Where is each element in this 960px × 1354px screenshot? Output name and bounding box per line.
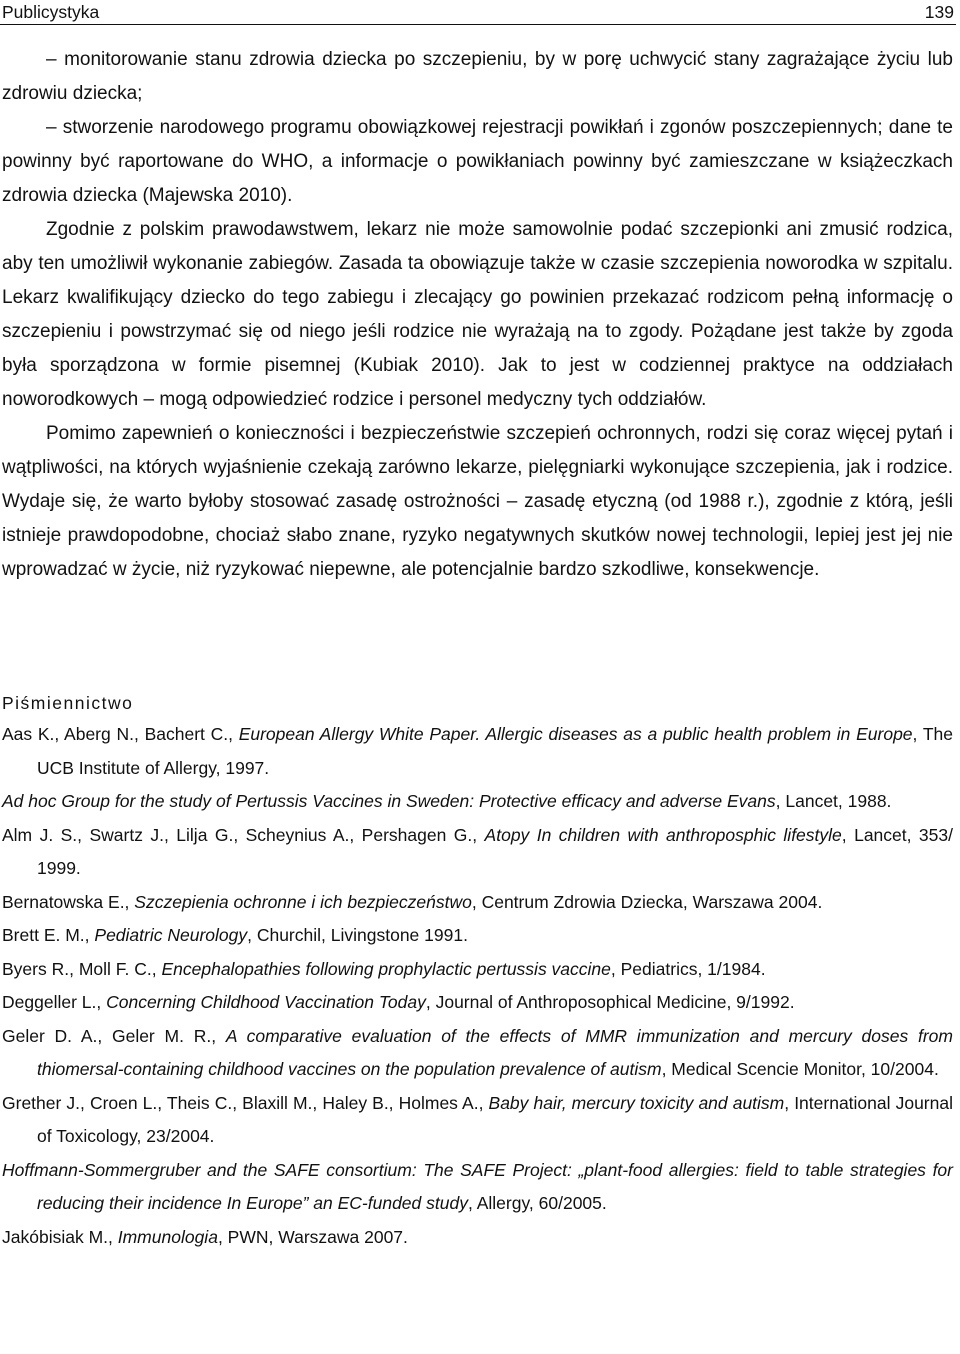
reference-item	[2, 1154, 953, 1221]
reference-authors: Geler D. A., Geler M. R.,	[2, 1025, 226, 1046]
reference-authors: Alm J. S., Swartz J., Lilja G., Scheynius A., Pershagen G.,	[2, 824, 485, 845]
reference-source: , Lancet, 353/ 1999.	[37, 824, 953, 878]
reference-title: Baby hair, mercury toxicity and autism	[488, 1092, 785, 1113]
reference-source: , The UCB Institute of Allergy, 1997.	[37, 724, 953, 778]
reference-authors: Bernatowska E.,	[2, 891, 135, 912]
reference-item	[2, 819, 953, 886]
reference-item	[2, 886, 953, 920]
body-text	[2, 43, 953, 587]
reference-item	[2, 953, 953, 987]
reference-title: Hoffmann-Sommergruber and the SAFE consortium: The SAFE Project: „plant-food allergies: field to table strategies for reducing their incidence In Europe” an EC-funded study	[2, 1159, 953, 1213]
paragraph: Pomimo zapewnień o konieczności i bezpieczeństwie szczepień ochronnych, rodzi się coraz więcej pytań i wątpliwości, na których wyjaśnienie czekają zarówno lekarze, pielęgniarki wykonujące szczepienia, jak i rodzice. Wydaje się, że warto byłoby stosować zasadę ostrożności – zasadę etyczną (od 1988 r.), zgodnie z którą, jeśli istnieje prawdopodobne, chociaż słabo znane, ryzyko negatywnych skutków nowej technologii, lepiej jest jej nie wprowadzać w życie, niż ryzykować niepewne, ale potencjalnie bardzo szkodliwe, konsekwencje.	[2, 423, 953, 580]
reference-title: Szczepienia ochronne i ich bezpieczeństwo	[134, 891, 472, 912]
reference-source: , Pediatrics, 1/1984.	[610, 958, 766, 979]
reference-source: , Churchil, Livingstone 1991.	[247, 925, 468, 945]
reference-authors: Grether J., Croen L., Theis C., Blaxill M., Haley B., Holmes A.,	[2, 1092, 489, 1113]
reference-source: , Journal of Anthroposophical Medicine, 9/1992.	[425, 992, 795, 1012]
reference-item	[2, 1087, 953, 1154]
header-rule	[0, 24, 956, 25]
reference-authors: Byers R., Moll F. C.,	[2, 958, 162, 979]
reference-item	[2, 1221, 953, 1255]
reference-item	[2, 1020, 953, 1087]
section-title: Publicystyka	[2, 2, 100, 22]
reference-authors: Brett E. M.,	[2, 925, 95, 945]
references-heading: Piśmiennictwo	[2, 693, 134, 713]
running-header	[2, 0, 954, 26]
reference-source: , International Journal of Toxicology, 23/2004.	[37, 1092, 953, 1146]
reference-source: , Medical Scencie Monitor, 10/2004.	[661, 1059, 939, 1079]
reference-authors: Deggeller L.,	[2, 992, 107, 1012]
references-list	[2, 718, 953, 1254]
reference-source: , PWN, Warszawa 2007.	[217, 1226, 408, 1247]
reference-title: Pediatric Neurology	[94, 925, 248, 945]
reference-source: , Centrum Zdrowia Dziecka, Warszawa 2004.	[471, 891, 823, 912]
reference-item	[2, 919, 953, 953]
paragraph: Zgodnie z polskim prawodawstwem, lekarz nie może samowolnie podać szczepionki ani zmusić rodzica, aby ten umożliwił wykonanie zabiegów. Zasada ta obowiązuje także w czasie szczepienia noworodka w szpitalu. Lekarz kwalifikujący dziecko do tego zabiegu i zlecający go powinien przekazać rodzicom pełną informację o szczepieniu i powstrzymać się od niego jeśli rodzice nie wyrażają na to zgody. Pożądane jest także by zgoda była sporządzona w formie pisemnej (Kubiak 2010). Jak to jest w codziennej praktyce na oddziałach noworodkowych – mogą odpowiedzieć rodzice i personel medyczny tych oddziałów.	[2, 219, 953, 410]
reference-title: Encephalopathies following prophylactic pertussis vaccine	[161, 958, 611, 979]
reference-authors: Jakóbisiak M.,	[2, 1226, 118, 1247]
page-number: 139	[924, 2, 954, 22]
reference-source: , Lancet, 1988.	[775, 791, 892, 811]
reference-source: , Allergy, 60/2005.	[467, 1193, 607, 1213]
reference-authors: Aas K., Aberg N., Bachert C.,	[2, 724, 239, 744]
dash-item: – stworzenie narodowego programu obowiązkowej rejestracji powikłań i zgonów poszczepiennych; dane te powinny być raportowane do WHO, a informacje o powikłaniach powinny być zamieszczane w książeczkach zdrowia dziecka (Majewska 2010).	[2, 117, 953, 206]
reference-title: European Allergy White Paper. Allergic diseases as a public health problem in Europe	[238, 724, 913, 744]
reference-title: Atopy In children with anthroposphic lifestyle	[484, 824, 842, 845]
reference-title: A comparative evaluation of the effects of MMR immunization and mercury doses from thiomersal-containing childhood vaccines on the population prevalence of autism	[37, 1025, 953, 1079]
reference-item	[2, 718, 953, 785]
reference-title: Immunologia	[117, 1226, 218, 1247]
reference-item	[2, 785, 953, 819]
reference-title: Concerning Childhood Vaccination Today	[106, 992, 426, 1012]
reference-title: Ad hoc Group for the study of Pertussis Vaccines in Sweden: Protective efficacy and adverse Evans	[2, 791, 776, 811]
dash-item: – monitorowanie stanu zdrowia dziecka po szczepieniu, by w porę uchwycić stany zagrażające życiu lub zdrowiu dziecka;	[2, 49, 953, 104]
reference-item	[2, 986, 953, 1020]
